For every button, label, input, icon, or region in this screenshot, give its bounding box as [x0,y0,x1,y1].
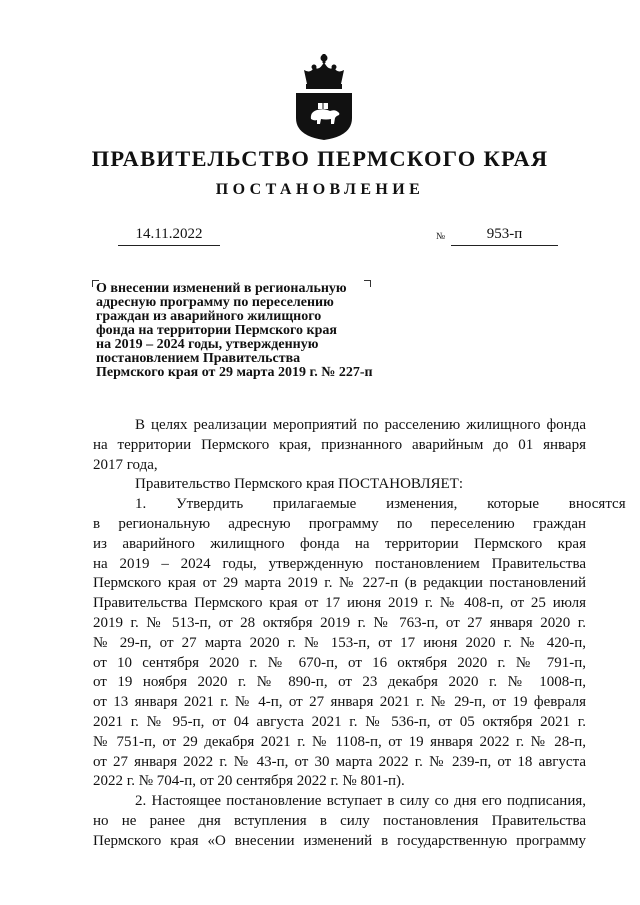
subject-line: О внесении изменений в региональную [96,281,347,296]
subject-line: Пермского края от 29 марта 2019 г. № 227-п [96,365,373,380]
subject-line: на 2019 – 2024 годы, утвержденную [96,337,319,352]
body-line: от 10 сентября 2020 г. № 670-п, от 16 октября 2020 г. № 791-п, [93,654,586,671]
document-subject [96,282,396,380]
body-line: № 751-п, от 29 декабря 2021 г. № 1108-п, от 19 января 2022 г. № 28-п, [93,733,586,750]
body-line: но не ранее дня вступления в силу постановления Правительства [93,812,586,829]
subject-line: адресную программу по переселению [96,295,334,310]
body-line: 2021 г. № 95-п, от 04 августа 2021 г. № 536-п, от 05 октября 2021 г. [93,713,586,730]
subject-line: постановлением Правительства [96,351,301,366]
body-line: Пермского края от 29 марта 2019 г. № 227-п (в редакции постановлений [93,575,586,592]
document-number: 953-п [451,226,558,246]
body-line: 2019 г. № 513-п, от 28 октября 2019 г. № 763-п, от 27 января 2020 г. [93,614,586,631]
document-body [93,416,626,852]
body-line: от 19 ноября 2020 г. № 890-п, от 23 декабря 2020 г. № 1008-п, [93,674,586,691]
body-line: 2022 г. № 704-п, от 20 сентября 2022 г. № 801-п). [93,773,405,790]
body-line: Пермского края «О внесении изменений в государственную программу [93,832,586,849]
body-line: Правительство Пермского края ПОСТАНОВЛЯЕТ: [135,476,464,493]
body-line: на 2019 – 2024 годы, утвержденную постановлением Правительства [93,555,586,572]
document-date: 14.11.2022 [118,226,220,246]
body-line: от 13 января 2021 г. № 4-п, от 27 января 2021 г. № 29-п, от 19 февраля [93,694,586,711]
body-line: 2017 года, [93,456,158,473]
body-line: В целях реализации мероприятий по расселению жилищного фонда [135,417,586,433]
body-line: № 29-п, от 27 марта 2020 г. № 153-п, от 17 июня 2020 г. № 420-п, [93,634,586,651]
body-line: 1. Утвердить прилагаемые изменения, которые вносятся [135,496,626,513]
body-line: на территории Пермского края, признанного аварийным до 01 января [93,436,586,453]
body-line: из аварийного жилищного фонда на территории Пермского края [93,535,586,552]
subject-line: граждан из аварийного жилищного [96,309,322,324]
body-line: 2. Настоящее постановление вступает в силу со дня его подписания, [135,793,586,810]
government-title: ПРАВИТЕЛЬСТВО ПЕРМСКОГО КРАЯ [91,146,549,171]
subject-line: фонда на территории Пермского края [96,323,337,338]
body-line: от 27 января 2022 г. № 43-п, от 30 марта 2022 г. № 239-п, от 18 августа [93,753,586,770]
perm-krai-coat-of-arms-icon [293,52,355,140]
number-sign: № [436,232,446,242]
body-line: Правительства Пермского края от 17 июня 2019 г. № 408-п, от 25 июля [93,595,586,612]
body-line: в региональную адресную программу по переселению граждан [93,515,586,532]
document-type: ПОСТАНОВЛЕНИЕ [215,181,425,198]
